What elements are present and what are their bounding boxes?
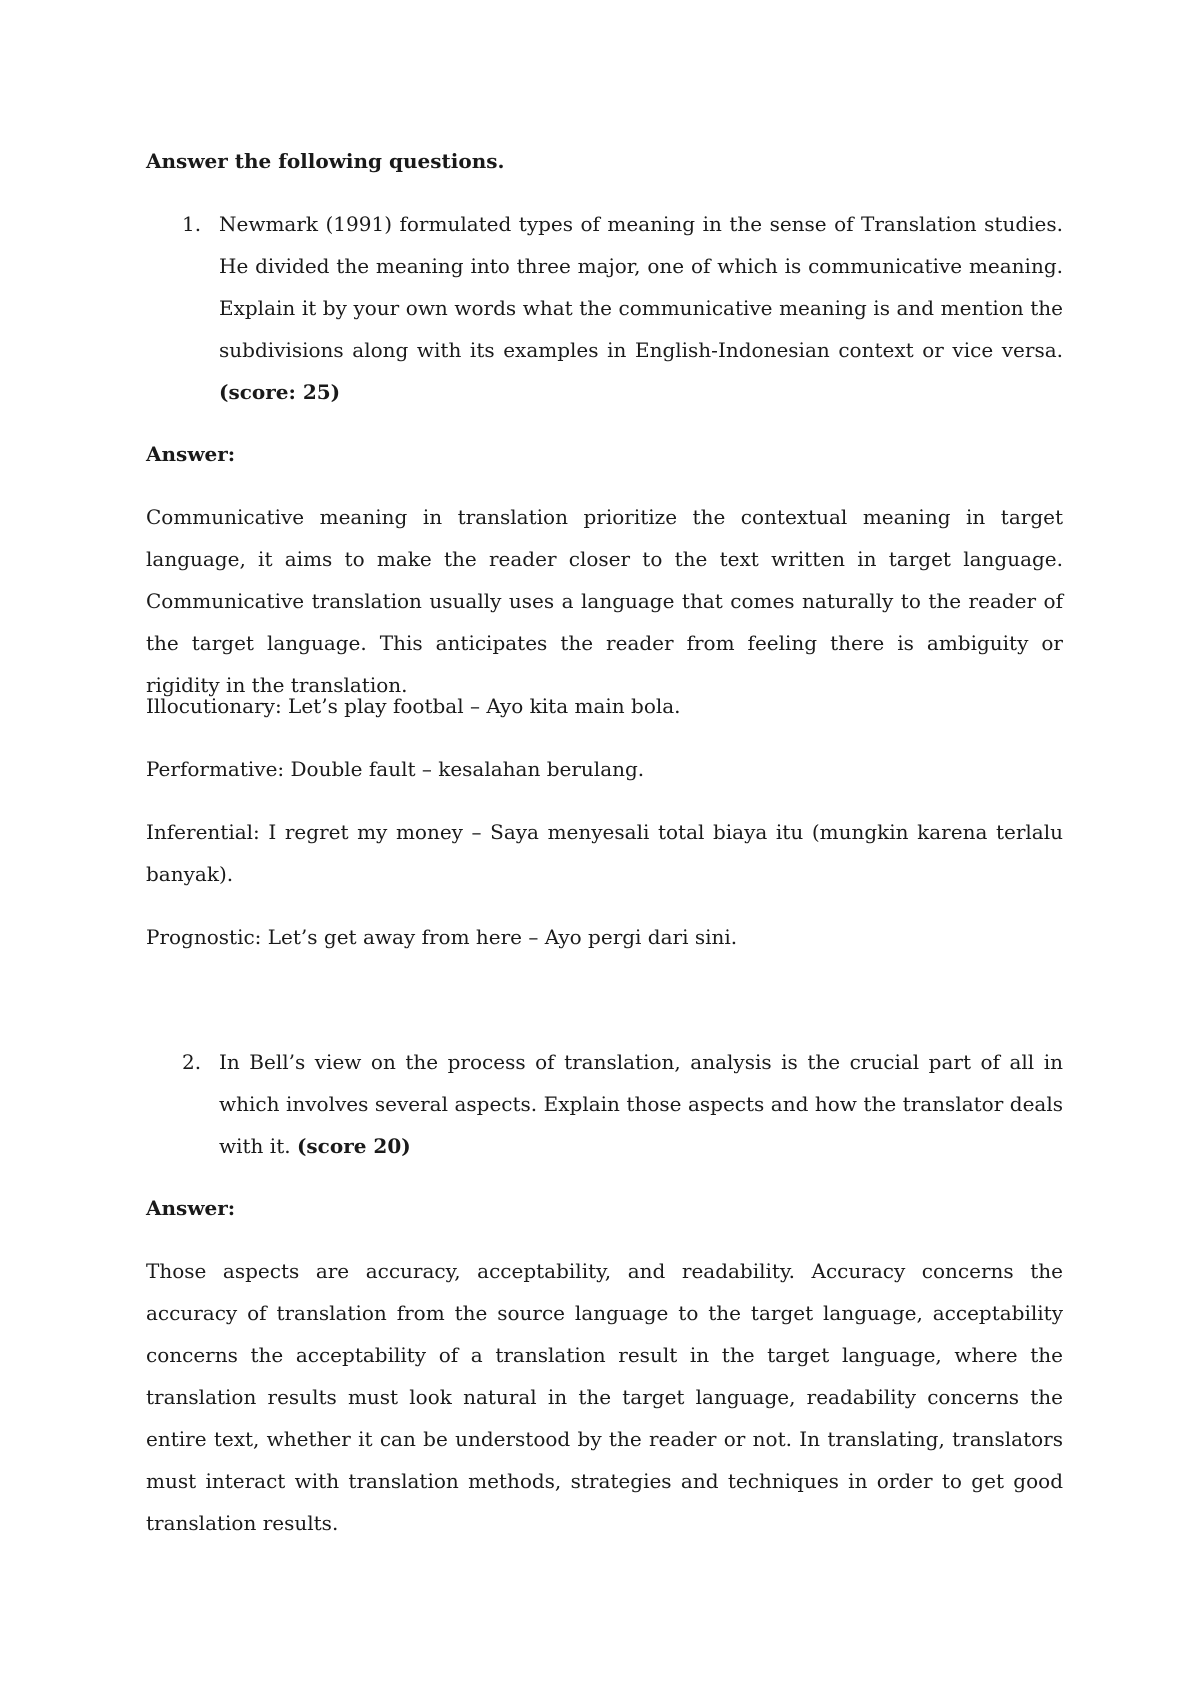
example-inferential: Inferential: I regret my money – Saya menyesali total biaya itu (mungkin karena terlalu banyak). bbox=[146, 820, 1063, 886]
example-prognostic: Prognostic: Let’s get away from here – Ayo pergi dari sini. bbox=[146, 925, 738, 949]
answer-paragraph: Those aspects are accuracy, acceptability, and readability. Accuracy concerns the accuracy of translation from the source language to the target language, acceptability concerns the acceptability of a translation result in the target language, where the translation results must look natural in the target language, readability concerns the entire text, whether it can be understood by the reader or not. In translating, translators must interact with translation methods, strategies and techniques in order to get good translation results. bbox=[146, 1259, 1063, 1535]
answer-paragraph: Communicative meaning in translation prioritize the contextual meaning in target language, it aims to make the reader closer to the text written in target language. Communicative translation usually uses a language that comes naturally to the reader of the target language. This anticipates the reader from feeling there is ambiguity or rigidity in the translation. bbox=[146, 505, 1063, 697]
question-number: 1. bbox=[182, 212, 202, 236]
question-score: (score: 25) bbox=[219, 380, 341, 404]
question-number: 2. bbox=[182, 1050, 202, 1074]
question-text: In Bell’s view on the process of translation, analysis is the crucial part of all in which involves several aspects. Explain those aspects and how the translator deals with it. bbox=[219, 1050, 1063, 1158]
question-1 bbox=[146, 203, 1063, 413]
question-text: Newmark (1991) formulated types of meaning in the sense of Translation studies. He divided the meaning into three major, one of which is communicative meaning. Explain it by your own words what the communicative meaning is and mention the subdivisions along with its examples in English-Indonesian context or vice versa. bbox=[219, 212, 1063, 362]
instructions-heading: Answer the following questions. bbox=[146, 149, 505, 173]
example-illocutionary: Illocutionary: Let’s play footbal – Ayo kita main bola. bbox=[146, 694, 681, 718]
answer-label: Answer: bbox=[146, 442, 236, 466]
question-body bbox=[219, 1041, 1063, 1167]
example-performative: Performative: Double fault – kesalahan berulang. bbox=[146, 757, 645, 781]
question-2 bbox=[146, 1041, 1063, 1167]
question-score: (score 20) bbox=[296, 1134, 411, 1158]
question-body bbox=[219, 203, 1063, 413]
answer-label: Answer: bbox=[146, 1196, 236, 1220]
